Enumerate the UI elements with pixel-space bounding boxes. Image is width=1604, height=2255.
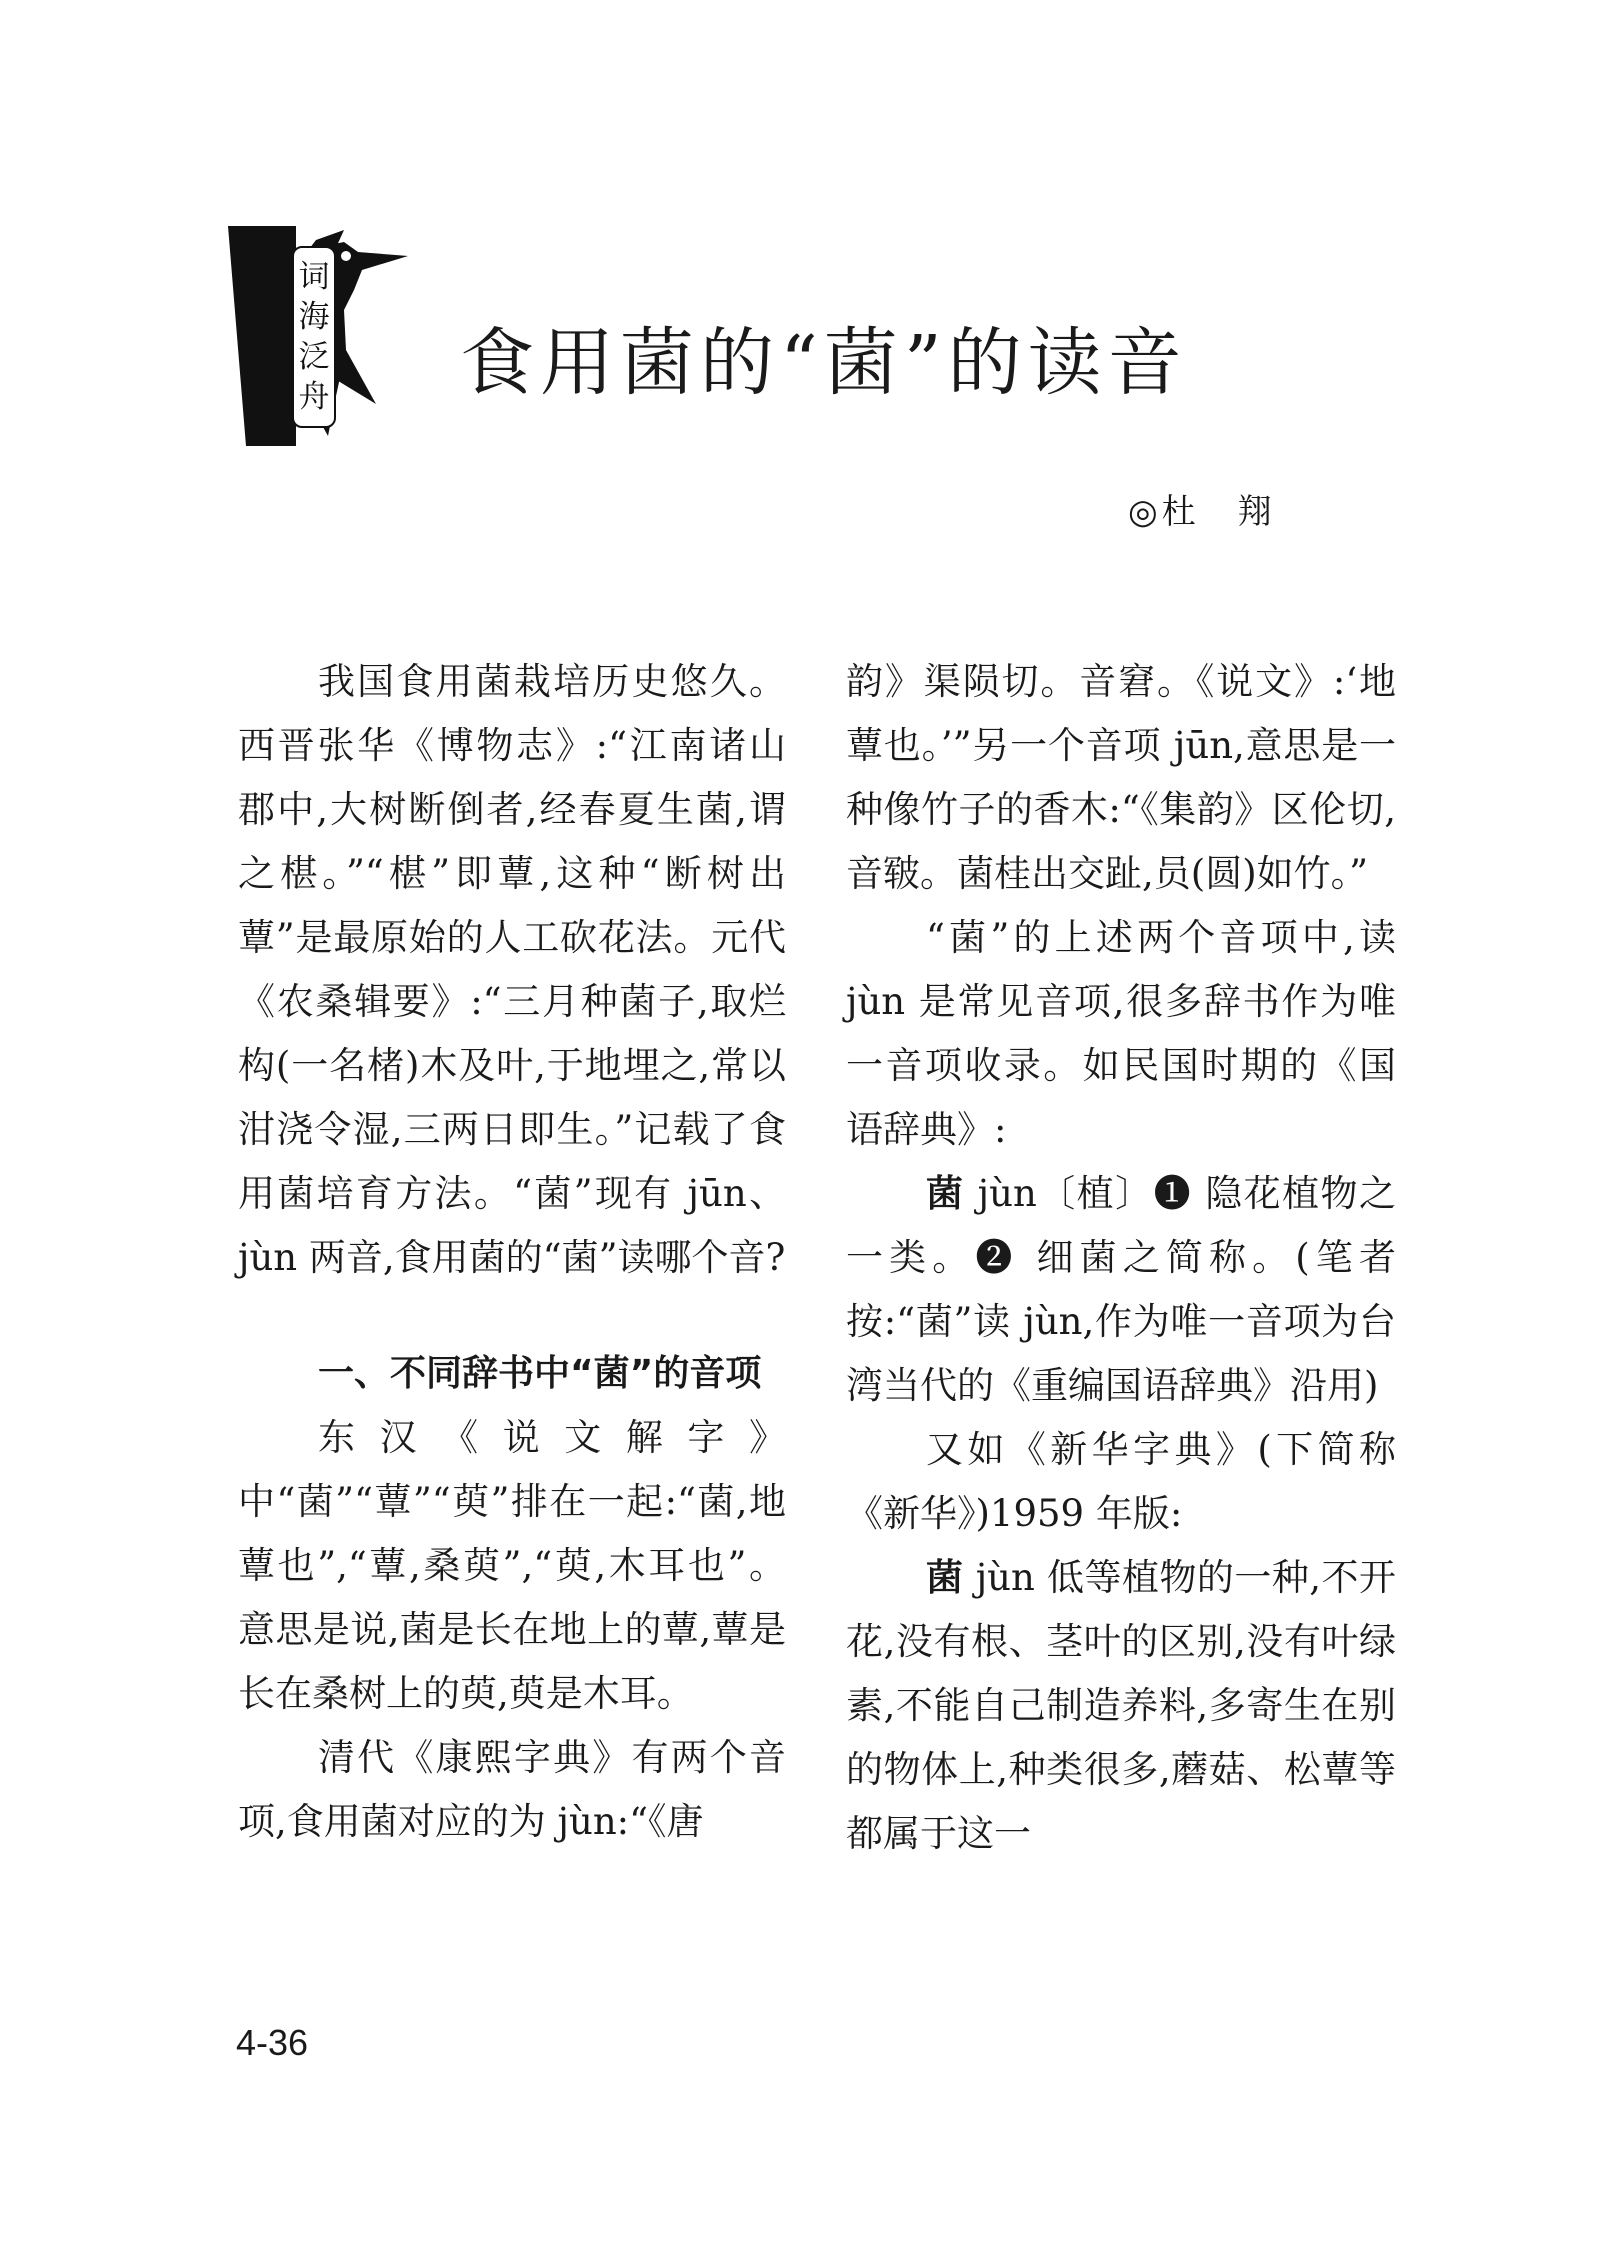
entry-definition: jùn〔植〕❶ 隐花植物之一类。❷ 细菌之简称。(笔者按:“菌”读 jùn,作为唯一音项为台湾当代的《重编国语辞典》沿用) bbox=[846, 1172, 1397, 1407]
entry-headword: 菌 bbox=[926, 1556, 964, 1599]
author-byline: ◎杜 翔 bbox=[1128, 492, 1276, 532]
dictionary-entry bbox=[846, 1546, 1396, 1866]
article-title: 食用菌的“菌”的读音 bbox=[460, 320, 1188, 406]
column-name-char: 海 bbox=[298, 299, 330, 335]
paragraph: 韵》渠陨切。音窘。《说文》:‘地蕈也。’”另一个音项 jūn,意思是一种像竹子的香木:“《集韵》区伦切,音皲。菌桂出交趾,员(圆)如竹。” bbox=[846, 660, 1396, 895]
right-column bbox=[846, 650, 1396, 1866]
dictionary-entry bbox=[846, 1162, 1396, 1418]
column-badge bbox=[226, 226, 422, 446]
column-name-char: 泛 bbox=[298, 339, 330, 375]
paragraph: 我国食用菌栽培历史悠久。西晋张华《博物志》:“江南诸山郡中,大树断倒者,经春夏生菌,谓之椹。”“椹”即蕈,这种“断树出蕈”是最原始的人工砍花法。元代《农桑辑要》:“三月种菌子,取烂构(一名楮)木及叶,于地埋之,常以泔浇令湿,三两日即生。”记载了食用菌培育方法。“菌”现有 jūn、jùn 两音,食用菌的“菌”读哪个音? bbox=[238, 660, 786, 1279]
paragraph: 又如《新华字典》(下简称《新华》)1959 年版: bbox=[846, 1428, 1396, 1535]
left-column bbox=[238, 650, 786, 1854]
column-name-char: 词 bbox=[298, 259, 330, 295]
column-name-char: 舟 bbox=[298, 379, 330, 415]
section-heading: 一、不同辞书中“菌”的音项 bbox=[318, 1353, 762, 1394]
entry-headword: 菌 bbox=[926, 1172, 965, 1215]
entry-definition: jùn 低等植物的一种,不开花,没有根、茎叶的区别,没有叶绿素,不能自己制造养料,多寄生在别的物体上,种类很多,蘑菇、松蕈等都属于这一 bbox=[846, 1556, 1396, 1855]
column-name-label bbox=[292, 246, 336, 428]
page-number: 4-36 bbox=[236, 2022, 309, 2063]
paragraph: 清代《康熙字典》有两个音项,食用菌对应的为 jùn:“《唐 bbox=[238, 1736, 786, 1843]
paragraph: 东汉《说文解字》中“菌”“蕈”“萸”排在一起:“菌,地蕈也”,“蕈,桑萸”,“萸,木耳也”。意思是说,菌是长在地上的蕈,蕈是长在桑树上的萸,萸是木耳。 bbox=[238, 1416, 786, 1715]
paragraph: “菌”的上述两个音项中,读 jùn 是常见音项,很多辞书作为唯一音项收录。如民国时期的《国语辞典》: bbox=[846, 916, 1396, 1151]
